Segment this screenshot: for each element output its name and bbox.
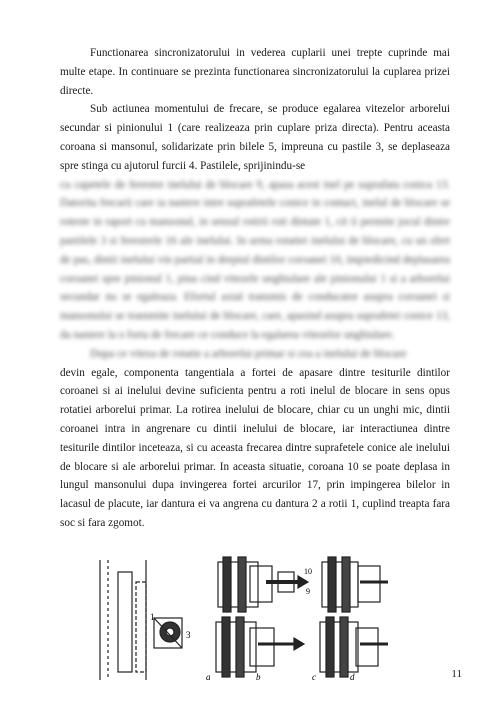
body-text bbox=[60, 44, 450, 533]
page-number: 11 bbox=[451, 668, 462, 680]
figure-b-bottom bbox=[216, 617, 304, 677]
figure-c-top bbox=[322, 557, 388, 612]
figure-label-c: c bbox=[312, 672, 316, 682]
figure-label-n10: 10 bbox=[304, 567, 312, 576]
figure-label-a: a bbox=[206, 672, 211, 682]
paragraph-1: Functionarea sincronizatorului in vederea cuplarii unei trepte cuprinde mai multe etape. In continuare se prezinta functionarea sincronizatorului la cuplarea prizei directe. bbox=[60, 47, 450, 97]
figure-b-top bbox=[218, 557, 308, 612]
figure-label-d: d bbox=[350, 672, 355, 682]
figure-d-bottom bbox=[320, 617, 388, 677]
synchronizer-figure bbox=[98, 552, 398, 684]
figure-label-b: b bbox=[256, 672, 261, 682]
paragraph-4-start-blurred: Dupa ce viteza de rotatie a arborelui primar si cea a inelului de blocare bbox=[90, 347, 407, 360]
paragraph-2: Sub actiunea momentului de frecare, se produce egalarea vitezelor arborelui secundar si pinionului 1 (care realizeaza prin cuplare priza directa). Pentru aceasta coroana si mansonul, solidarizate prin bilele 5, impreuna cu pastile 3, se deplaseaza spre stinga cu ajutorul furcii 4. Pastilele, sprijinindu-se bbox=[60, 103, 450, 172]
paragraph-3-blurred: cu capetele de fereotre inelului de blocare 9, apasa acest inel pe suprafata conica 13. Datorita frecarii care ia nastere intre suprafetele conice in contact, inelul de blocare se roteste in raport cu mansonul, in sensul rotirii roti dintate 1, cit ii permite jocul dintre pastilele 3 si ferestrele 16 ale inelului. In urma rotatiei inelului de blocare, cu un sfert de pas, dintii inelului vin partial in dreptul dintilor coroanei 10, impiedicind deplasarea coroanei spre pinionul 1, pina cind vitezele unghiulare ale pinionului 1 si a arborelui secundar nu se egaleaza. Efortul axial transmis de conducator asupra coroanei si mansonului se transmite inelului de blocare, care, apasind asupra suprafetei conice 13, da nastere la o forta de frecare ce conduce la egalarea vitezelor unghiulare. bbox=[60, 178, 450, 341]
figure-a bbox=[100, 560, 182, 680]
paragraph-4-continued: devin egale, componenta tangentiala a fortei de apasare dintre tesiturile dintilor coroanei si ai inelului devine suficienta pentru a roti inelul de blocare in sens opus rotatiei arborelui primar. La rotirea inelului de blocare, chiar cu un unghi mic, dintii coroanei intra in angrenare cu dintii inelului de blocare, iar interactiunea dintre tesiturile dintilor inceteaza, si cu aceasta frecarea dintre suprafetele conice ale inelului de blocare si ale arborelui primar. In aceasta situatie, coroana 10 se poate deplasa in lungul mansonului dupa invingerea fortei arcurilor 17, prin impingerea bilelor in lacasul de placute, iar dantura ei va angrena cu dantura 2 a rotii 1, cuplind treapta fara soc si fara zgomot. bbox=[60, 366, 450, 529]
figure-label-n9: 9 bbox=[306, 587, 310, 596]
figure-label-n1: 1 bbox=[150, 612, 155, 622]
figure-label-n3: 3 bbox=[186, 630, 191, 640]
synchronizer-drawing bbox=[98, 552, 398, 684]
